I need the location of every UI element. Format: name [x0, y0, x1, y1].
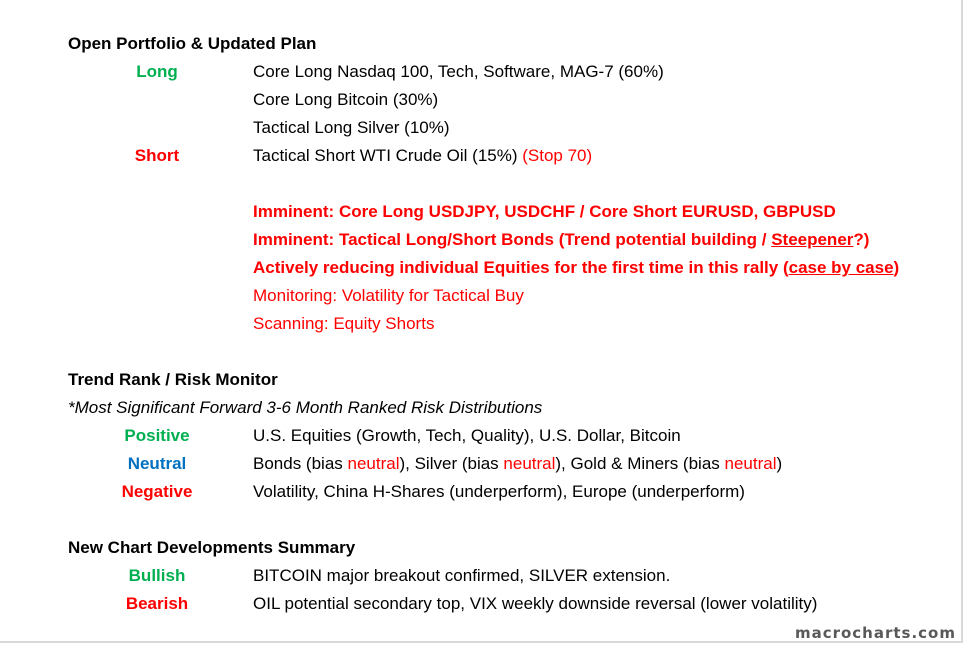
- imminent-bonds-text: Imminent: Tactical Long/Short Bonds (Trend potential building /: [253, 230, 772, 249]
- negative-label: Negative: [121, 482, 193, 501]
- negative-text: Volatility, China H-Shares (underperform), Europe (underperform): [253, 482, 745, 501]
- scanning-line: Scanning: Equity Shorts: [253, 314, 435, 333]
- reducing-text: Actively reducing individual Equities for the first time in this rally (: [253, 258, 789, 277]
- imminent-fx: Imminent: Core Long USDJPY, USDCHF / Core Short EURUSD, GBPUSD: [253, 202, 836, 221]
- long-label: Long: [136, 62, 178, 81]
- bearish-label: Bearish: [125, 594, 189, 613]
- short-label: Short: [134, 146, 180, 165]
- neutral-bias-1: neutral: [347, 454, 400, 473]
- neutral-text-e: ), Gold & Miners (bias: [555, 454, 725, 473]
- developments-title: New Chart Developments Summary: [68, 538, 356, 557]
- steepener-link[interactable]: Steepener: [771, 230, 854, 249]
- reducing-equities: [253, 258, 899, 278]
- positive-text: U.S. Equities (Growth, Tech, Quality), U.S. Dollar, Bitcoin: [253, 426, 681, 445]
- positive-label: Positive: [124, 426, 190, 445]
- watermark: macrocharts.com: [794, 624, 956, 642]
- portfolio-title: Open Portfolio & Updated Plan: [68, 34, 317, 53]
- short-item-text: Tactical Short WTI Crude Oil (15%): [253, 146, 518, 165]
- trend-subtitle: *Most Significant Forward 3-6 Month Ranked Risk Distributions: [68, 398, 543, 417]
- imminent-bonds-end: ?): [853, 230, 870, 249]
- long-item-1: Core Long Nasdaq 100, Tech, Software, MAG-7 (60%): [253, 62, 664, 81]
- neutral-bias-3: neutral: [724, 454, 777, 473]
- bullish-label: Bullish: [128, 566, 186, 585]
- reducing-end: ): [893, 258, 900, 277]
- neutral-text-g: ): [776, 454, 783, 473]
- short-stop: (Stop 70): [522, 146, 593, 165]
- neutral-bias-2: neutral: [503, 454, 556, 473]
- trend-title: Trend Rank / Risk Monitor: [68, 370, 278, 389]
- monitoring-line: Monitoring: Volatility for Tactical Buy: [253, 286, 524, 305]
- short-item: [253, 146, 592, 166]
- neutral-label: Neutral: [127, 454, 187, 473]
- neutral-text-a: Bonds (bias: [253, 454, 348, 473]
- case-by-case-link[interactable]: case by case: [788, 258, 894, 277]
- bearish-text: OIL potential secondary top, VIX weekly downside reversal (lower volatility): [253, 594, 818, 613]
- long-item-2: Core Long Bitcoin (30%): [253, 90, 439, 109]
- imminent-bonds: [253, 230, 869, 250]
- neutral-text-c: ), Silver (bias: [399, 454, 504, 473]
- neutral-text: [253, 454, 782, 474]
- long-item-3: Tactical Long Silver (10%): [253, 118, 450, 137]
- bullish-text: BITCOIN major breakout confirmed, SILVER extension.: [253, 566, 671, 585]
